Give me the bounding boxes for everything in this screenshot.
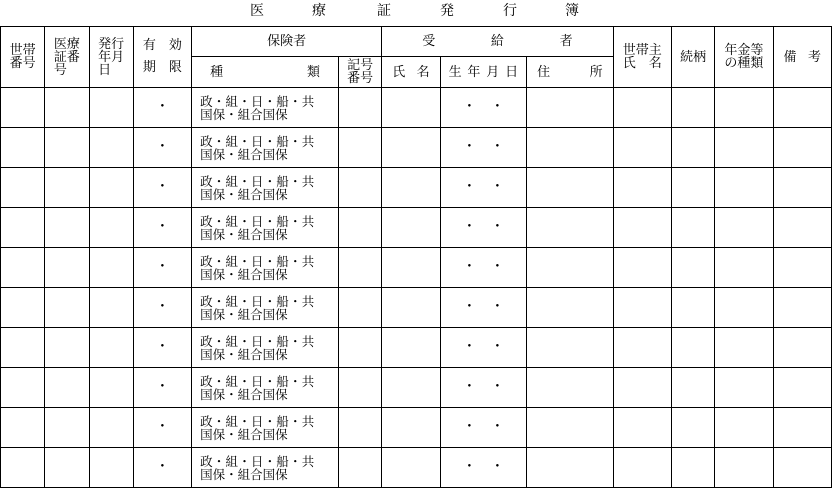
validity-separator: ・ — [155, 459, 170, 475]
recipient-address-cell[interactable] — [527, 248, 614, 288]
pension-type-cell[interactable] — [715, 368, 773, 408]
certificate-number-header: 医療 証番 号 — [45, 27, 89, 88]
recipient-name-cell[interactable] — [382, 368, 440, 408]
remarks-cell[interactable] — [773, 448, 831, 488]
household-number-cell[interactable] — [1, 168, 45, 208]
validity-cell[interactable] — [133, 88, 191, 128]
insurance-type-options-line2: 国保・組合国保 — [200, 266, 288, 282]
certificate-number-cell[interactable] — [45, 88, 89, 128]
birth-date-separators: ・・ — [462, 299, 519, 315]
validity-separator: ・ — [155, 179, 170, 195]
insurance-type-cell[interactable] — [192, 288, 339, 328]
recipient-name-cell[interactable] — [382, 208, 440, 248]
birth-date-separators: ・・ — [462, 339, 519, 355]
recipient-address-cell[interactable] — [527, 208, 614, 248]
insurance-type-cell[interactable] — [192, 248, 339, 288]
register-row — [1, 368, 832, 408]
recipient-name-cell[interactable] — [382, 88, 440, 128]
insurance-type-options-line1: 政・組・日・船・共 — [200, 213, 315, 229]
recipient-address-cell[interactable] — [527, 128, 614, 168]
recipient-name-cell[interactable] — [382, 288, 440, 328]
validity-cell[interactable] — [133, 368, 191, 408]
register-row — [1, 448, 832, 488]
issue-date-cell[interactable] — [89, 448, 133, 488]
insurance-type-cell[interactable] — [192, 368, 339, 408]
household-number-cell[interactable] — [1, 328, 45, 368]
issue-date-cell[interactable] — [89, 128, 133, 168]
pension-type-cell[interactable] — [715, 408, 773, 448]
relationship-header: 続柄 — [671, 27, 714, 88]
insurance-type-cell[interactable] — [192, 128, 339, 168]
household-head-name-cell[interactable] — [613, 448, 671, 488]
title-char: 証 — [377, 3, 391, 19]
insurance-type-options-line1: 政・組・日・船・共 — [200, 93, 315, 109]
recipient-address-cell[interactable] — [527, 288, 614, 328]
household-number-cell[interactable] — [1, 248, 45, 288]
validity-header: 有 効 期 限 — [133, 27, 191, 88]
recipient-birth-date-cell[interactable] — [440, 128, 527, 168]
validity-cell[interactable] — [133, 128, 191, 168]
relationship-cell[interactable] — [671, 288, 714, 328]
insurer-symbol-number-cell[interactable] — [338, 168, 381, 208]
recipient-name-cell[interactable] — [382, 248, 440, 288]
recipient-name-cell[interactable] — [382, 168, 440, 208]
register-row — [1, 248, 832, 288]
issue-date-cell[interactable] — [89, 328, 133, 368]
insurer-symbol-number-header: 記号 番号 — [338, 57, 381, 88]
insurer-symbol-number-cell[interactable] — [338, 88, 381, 128]
household-head-name-cell[interactable] — [613, 288, 671, 328]
recipient-name-cell[interactable] — [382, 408, 440, 448]
household-head-name-cell[interactable] — [613, 208, 671, 248]
recipient-name-header: 氏 名 — [382, 57, 440, 88]
validity-cell[interactable] — [133, 168, 191, 208]
title-char: 簿 — [565, 3, 579, 19]
pension-type-cell[interactable] — [715, 448, 773, 488]
validity-separator: ・ — [155, 259, 170, 275]
household-head-name-cell[interactable] — [613, 368, 671, 408]
issue-date-cell[interactable] — [89, 408, 133, 448]
household-head-name-cell[interactable] — [613, 88, 671, 128]
birth-date-separators: ・・ — [462, 459, 519, 475]
insurance-type-options-line1: 政・組・日・船・共 — [200, 133, 315, 149]
insurance-type-cell[interactable] — [192, 208, 339, 248]
register-table — [0, 26, 832, 488]
remarks-header: 備 考 — [773, 27, 831, 88]
register-row — [1, 128, 832, 168]
certificate-number-cell[interactable] — [45, 408, 89, 448]
household-number-cell[interactable] — [1, 128, 45, 168]
remarks-cell[interactable] — [773, 328, 831, 368]
household-head-name-cell[interactable] — [613, 128, 671, 168]
insurance-type-options-line2: 国保・組合国保 — [200, 226, 288, 242]
title-char: 療 — [312, 3, 326, 19]
recipient-birth-date-cell[interactable] — [440, 168, 527, 208]
recipient-address-cell[interactable] — [527, 448, 614, 488]
insurance-type-cell[interactable] — [192, 408, 339, 448]
pension-type-cell[interactable] — [715, 288, 773, 328]
insurer-header: 保険者 — [192, 27, 382, 57]
certificate-number-cell[interactable] — [45, 208, 89, 248]
recipient-birth-date-cell[interactable] — [440, 288, 527, 328]
recipient-name-cell[interactable] — [382, 448, 440, 488]
register-row — [1, 168, 832, 208]
remarks-cell[interactable] — [773, 248, 831, 288]
insurance-type-options-line2: 国保・組合国保 — [200, 466, 288, 482]
insurer-symbol-number-cell[interactable] — [338, 368, 381, 408]
validity-separator: ・ — [155, 379, 170, 395]
recipient-address-cell[interactable] — [527, 408, 614, 448]
issue-date-cell[interactable] — [89, 168, 133, 208]
insurance-type-options-line1: 政・組・日・船・共 — [200, 333, 315, 349]
insurance-type-options-line2: 国保・組合国保 — [200, 146, 288, 162]
insurance-type-options-line1: 政・組・日・船・共 — [200, 413, 315, 429]
household-number-cell[interactable] — [1, 288, 45, 328]
register-row — [1, 288, 832, 328]
recipient-birth-date-cell[interactable] — [440, 368, 527, 408]
recipient-name-cell[interactable] — [382, 328, 440, 368]
issue-date-cell[interactable] — [89, 208, 133, 248]
certificate-number-cell[interactable] — [45, 168, 89, 208]
validity-cell[interactable] — [133, 448, 191, 488]
title-char: 行 — [503, 3, 517, 19]
validity-separator: ・ — [155, 99, 170, 115]
relationship-cell[interactable] — [671, 408, 714, 448]
validity-separator: ・ — [155, 299, 170, 315]
title-char: 医 — [250, 3, 264, 19]
insurance-type-options-line2: 国保・組合国保 — [200, 346, 288, 362]
household-number-cell[interactable] — [1, 448, 45, 488]
insurer-symbol-number-cell[interactable] — [338, 128, 381, 168]
recipient-birth-date-cell[interactable] — [440, 408, 527, 448]
remarks-cell[interactable] — [773, 128, 831, 168]
relationship-cell[interactable] — [671, 128, 714, 168]
insurance-type-options-line2: 国保・組合国保 — [200, 106, 288, 122]
household-number-cell[interactable] — [1, 408, 45, 448]
insurer-symbol-number-cell[interactable] — [338, 208, 381, 248]
pension-type-cell[interactable] — [715, 208, 773, 248]
insurer-symbol-number-cell[interactable] — [338, 248, 381, 288]
relationship-cell[interactable] — [671, 368, 714, 408]
issue-date-cell[interactable] — [89, 368, 133, 408]
recipient-birth-date-header: 生 年 月 日 — [440, 57, 527, 88]
recipient-birth-date-cell[interactable] — [440, 328, 527, 368]
birth-date-separators: ・・ — [462, 259, 519, 275]
recipient-birth-date-cell[interactable] — [440, 448, 527, 488]
validity-cell[interactable] — [133, 328, 191, 368]
pension-type-cell[interactable] — [715, 168, 773, 208]
relationship-cell[interactable] — [671, 88, 714, 128]
recipient-birth-date-cell[interactable] — [440, 88, 527, 128]
pension-type-cell[interactable] — [715, 88, 773, 128]
recipient-address-cell[interactable] — [527, 88, 614, 128]
validity-cell[interactable] — [133, 288, 191, 328]
recipient-address-cell[interactable] — [527, 368, 614, 408]
validity-separator: ・ — [155, 219, 170, 235]
insurer-symbol-number-cell[interactable] — [338, 288, 381, 328]
issue-date-header: 発行 年月 日 — [89, 27, 133, 88]
pension-type-cell[interactable] — [715, 248, 773, 288]
recipient-name-cell[interactable] — [382, 128, 440, 168]
title-char: 発 — [440, 3, 454, 19]
recipient-birth-date-cell[interactable] — [440, 248, 527, 288]
register-row — [1, 88, 832, 128]
pension-type-header: 年金等 の種類 — [715, 27, 773, 88]
recipient-address-header: 住 所 — [527, 57, 614, 88]
document-title — [0, 0, 832, 26]
certificate-number-cell[interactable] — [45, 328, 89, 368]
insurer-symbol-number-cell[interactable] — [338, 448, 381, 488]
certificate-number-cell[interactable] — [45, 368, 89, 408]
issue-date-cell[interactable] — [89, 248, 133, 288]
household-head-name-cell[interactable] — [613, 168, 671, 208]
register-row — [1, 408, 832, 448]
insurance-type-options-line1: 政・組・日・船・共 — [200, 173, 315, 189]
relationship-cell[interactable] — [671, 328, 714, 368]
register-row — [1, 208, 832, 248]
pension-type-cell[interactable] — [715, 128, 773, 168]
household-number-cell[interactable] — [1, 88, 45, 128]
validity-cell[interactable] — [133, 208, 191, 248]
relationship-cell[interactable] — [671, 208, 714, 248]
household-head-name-cell[interactable] — [613, 328, 671, 368]
insurance-type-cell[interactable] — [192, 168, 339, 208]
recipient-header: 受 給 者 — [382, 27, 613, 57]
birth-date-separators: ・・ — [462, 419, 519, 435]
certificate-number-cell[interactable] — [45, 288, 89, 328]
remarks-cell[interactable] — [773, 88, 831, 128]
household-head-name-cell[interactable] — [613, 408, 671, 448]
remarks-cell[interactable] — [773, 208, 831, 248]
insurer-symbol-number-cell[interactable] — [338, 408, 381, 448]
pension-type-cell[interactable] — [715, 328, 773, 368]
insurance-type-options-line1: 政・組・日・船・共 — [200, 373, 315, 389]
insurance-type-options-line2: 国保・組合国保 — [200, 426, 288, 442]
recipient-address-cell[interactable] — [527, 328, 614, 368]
relationship-cell[interactable] — [671, 248, 714, 288]
relationship-cell[interactable] — [671, 168, 714, 208]
validity-separator: ・ — [155, 339, 170, 355]
relationship-cell[interactable] — [671, 448, 714, 488]
insurance-type-options-line1: 政・組・日・船・共 — [200, 253, 315, 269]
remarks-cell[interactable] — [773, 168, 831, 208]
issue-date-cell[interactable] — [89, 288, 133, 328]
birth-date-separators: ・・ — [462, 99, 519, 115]
validity-cell[interactable] — [133, 248, 191, 288]
remarks-cell[interactable] — [773, 368, 831, 408]
certificate-number-cell[interactable] — [45, 448, 89, 488]
insurance-type-options-line2: 国保・組合国保 — [200, 306, 288, 322]
birth-date-separators: ・・ — [462, 379, 519, 395]
certificate-number-cell[interactable] — [45, 248, 89, 288]
insurance-type-options-line2: 国保・組合国保 — [200, 386, 288, 402]
remarks-cell[interactable] — [773, 288, 831, 328]
insurance-type-options-line2: 国保・組合国保 — [200, 186, 288, 202]
insurance-type-options-line1: 政・組・日・船・共 — [200, 453, 315, 469]
insurer-type-header: 種 類 — [192, 57, 339, 88]
recipient-birth-date-cell[interactable] — [440, 208, 527, 248]
certificate-number-cell[interactable] — [45, 128, 89, 168]
birth-date-separators: ・・ — [462, 179, 519, 195]
issue-date-cell[interactable] — [89, 88, 133, 128]
recipient-address-cell[interactable] — [527, 168, 614, 208]
validity-separator: ・ — [155, 419, 170, 435]
birth-date-separators: ・・ — [462, 139, 519, 155]
insurance-type-cell[interactable] — [192, 328, 339, 368]
household-head-name-cell[interactable] — [613, 248, 671, 288]
insurance-type-cell[interactable] — [192, 88, 339, 128]
validity-cell[interactable] — [133, 408, 191, 448]
insurer-symbol-number-cell[interactable] — [338, 328, 381, 368]
household-number-cell[interactable] — [1, 208, 45, 248]
household-number-cell[interactable] — [1, 368, 45, 408]
remarks-cell[interactable] — [773, 408, 831, 448]
household-number-header: 世帯 番号 — [1, 27, 45, 88]
insurance-type-cell[interactable] — [192, 448, 339, 488]
validity-separator: ・ — [155, 139, 170, 155]
insurance-type-options-line1: 政・組・日・船・共 — [200, 293, 315, 309]
household-head-header: 世帯主 氏 名 — [613, 27, 671, 88]
register-row — [1, 328, 832, 368]
birth-date-separators: ・・ — [462, 219, 519, 235]
